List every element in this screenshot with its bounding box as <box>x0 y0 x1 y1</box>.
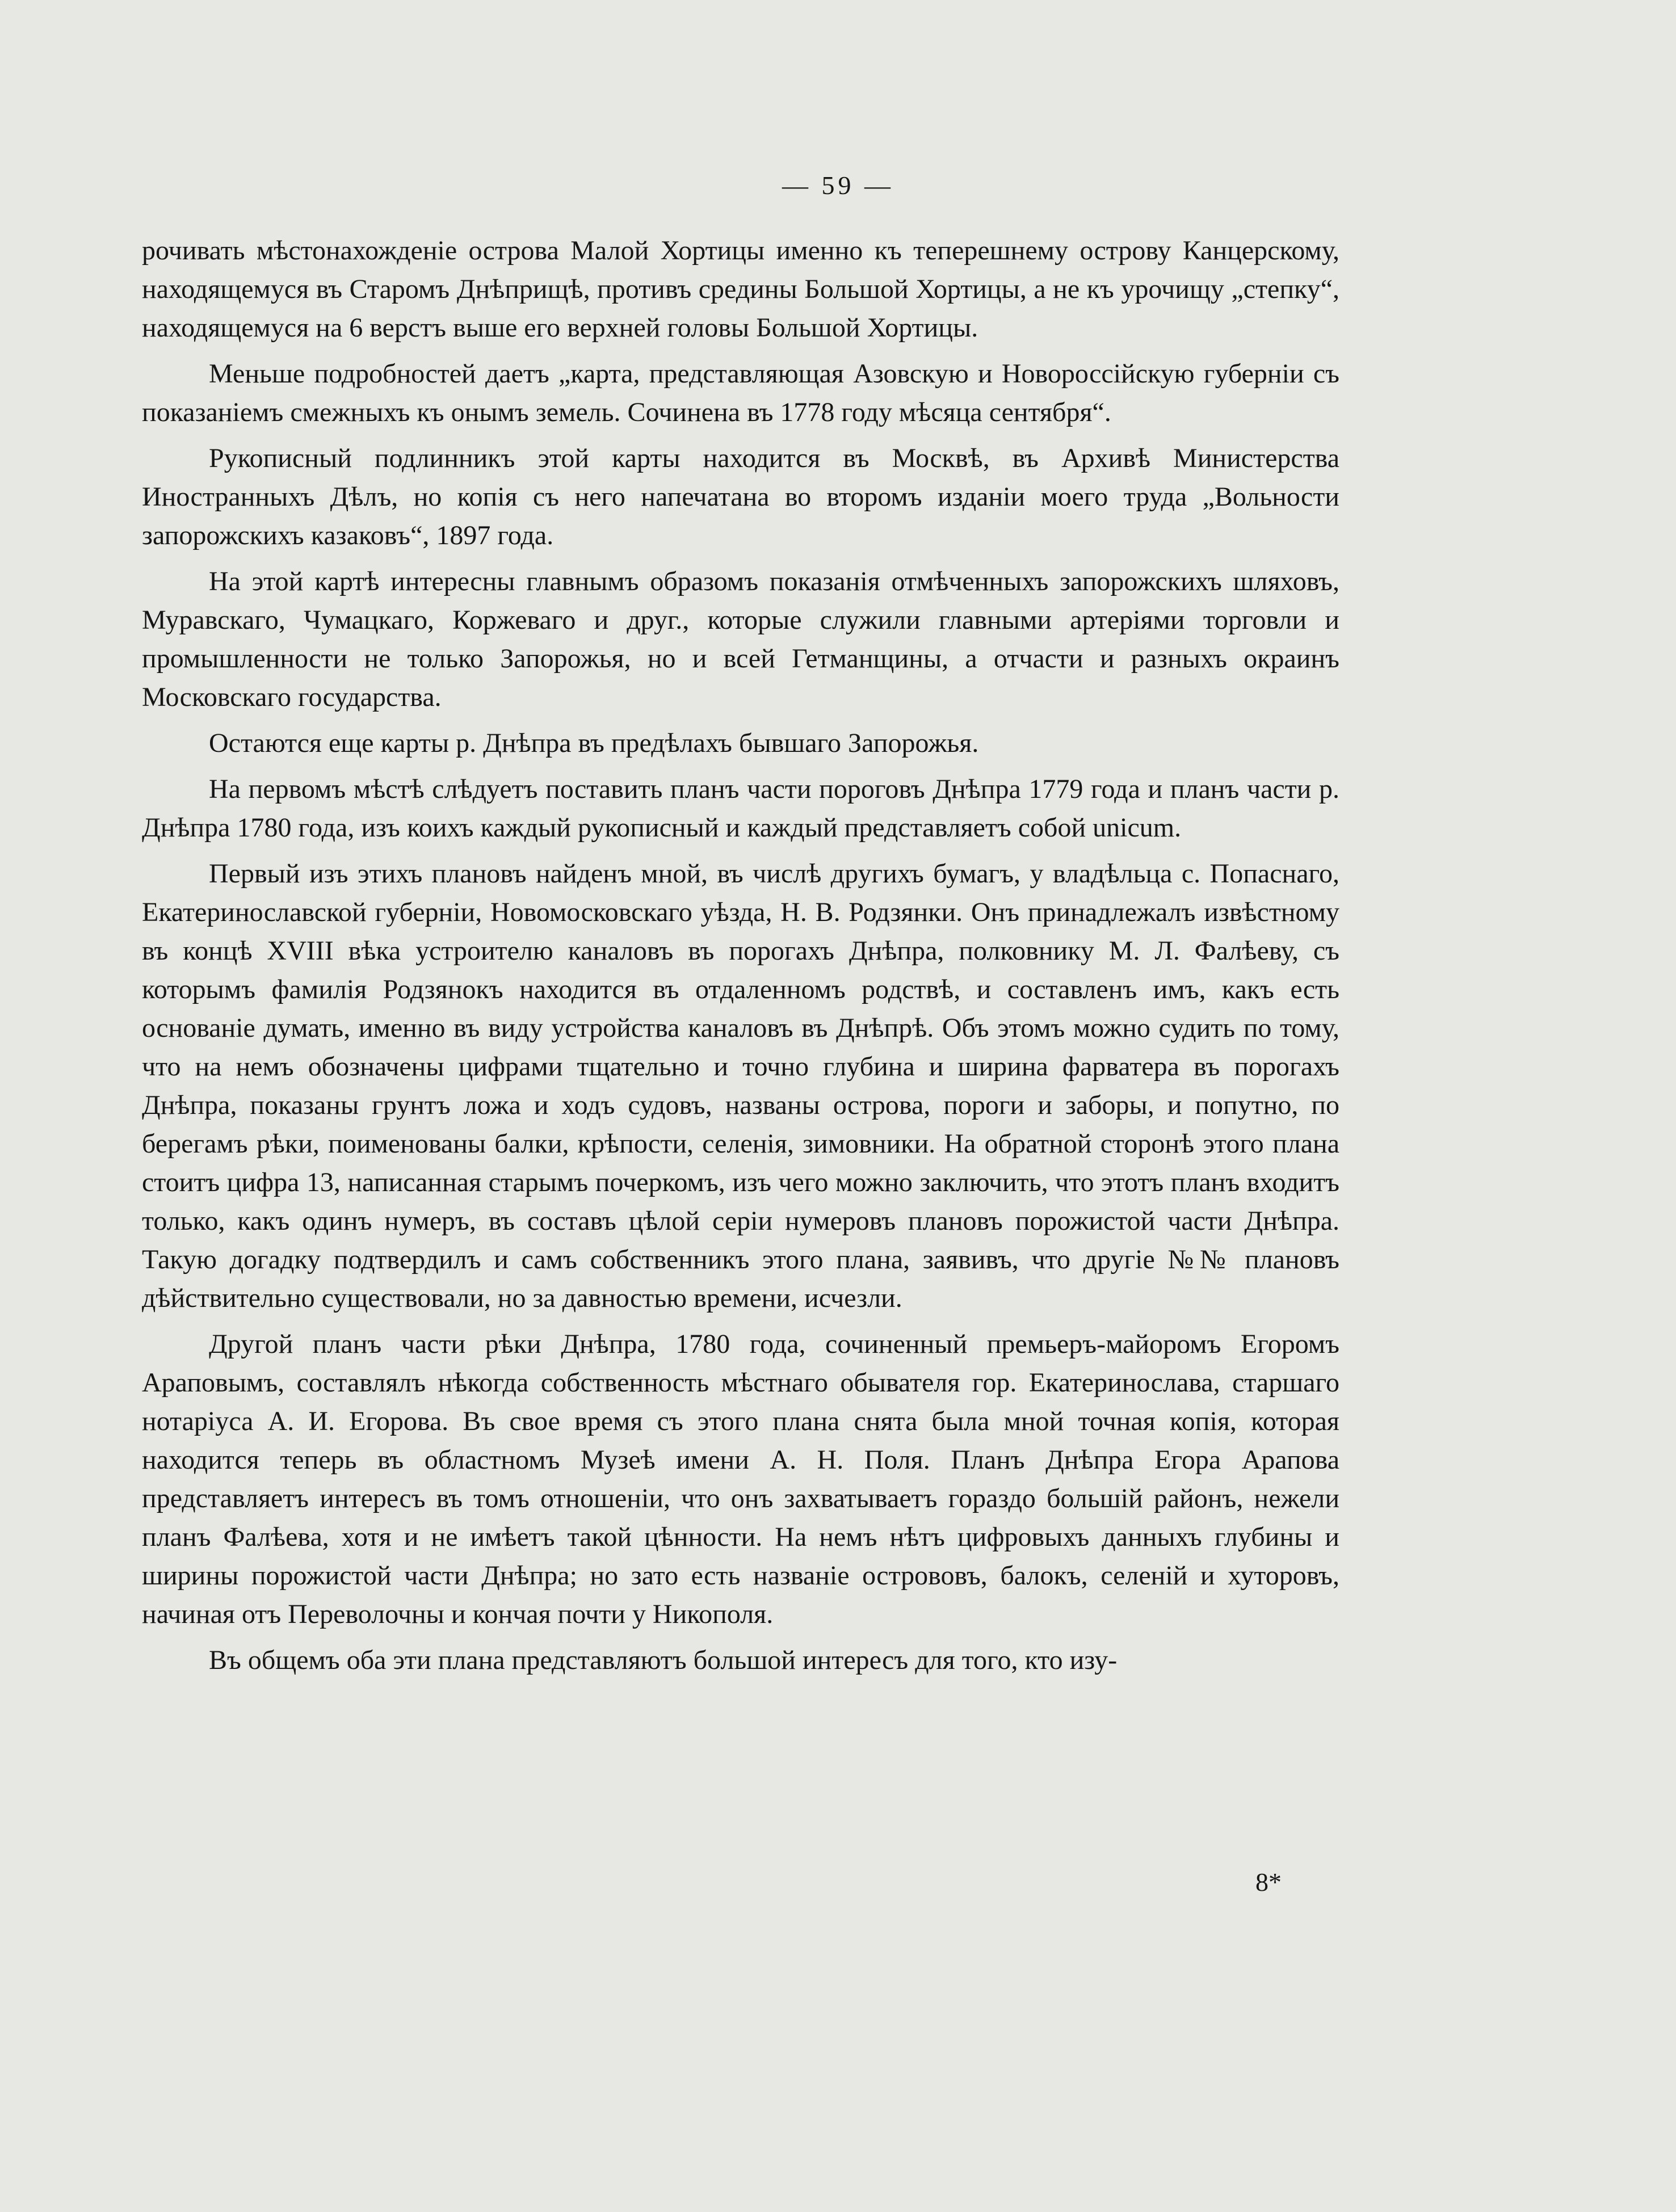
page-number: — 59 — <box>782 171 894 200</box>
paragraph: Первый изъ этихъ плановъ найденъ мной, въ числѣ другихъ бумагъ, у владѣльца с. Попаснаго, Екатеринославской губерніи, Новомосковскаго уѣзда, Н. В. Родзянки. Онъ принадлежалъ извѣстному въ концѣ XVIII вѣка устроителю каналовъ въ порогахъ Днѣпра, полковнику М. Л. Фалѣеву, съ которымъ фамилія Родзянокъ находится въ отдаленномъ родствѣ, и составленъ имъ, какъ есть основаніе думать, именно въ виду устройства каналовъ въ Днѣпрѣ. Объ этомъ можно судить по тому, что на немъ обозначены цифрами тщательно и точно глубина и ширина фарватера въ порогахъ Днѣпра, показаны грунтъ ложа и ходъ судовъ, названы острова, пороги и заборы, и попутно, по берегамъ рѣки, поименованы балки, крѣпости, селенія, зимовники. На обратной сторонѣ этого плана стоитъ цифра 13, написанная старымъ почеркомъ, изъ чего можно заключить, что этотъ планъ входитъ только, какъ одинъ нумеръ, въ составъ цѣлой серіи нумеровъ плановъ порожистой части Днѣпра. Такую догадку подтвердилъ и самъ собственникъ этого плана, заявивъ, что другіе №№ плановъ дѣйствительно существовали, но за давностью времени, исчезли. <box>142 859 1339 1313</box>
paragraph: Рукописный подлинникъ этой карты находится въ Москвѣ, въ Архивѣ Министерства Иностранныхъ Дѣлъ, но копія съ него напечатана во второмъ изданіи моего труда „Вольности запорожскихъ казаковъ“, 1897 года. <box>142 443 1339 550</box>
paragraph: Меньше подробностей даетъ „карта, представляющая Азовскую и Новороссійскую губерніи съ показаніемъ смежныхъ къ онымъ земель. Сочинена въ 1778 году мѣсяца сентября“. <box>142 359 1339 427</box>
paragraph: Въ общемъ оба эти плана представляютъ большой интересъ для того, кто изу- <box>209 1645 1118 1675</box>
paragraph: Другой планъ части рѣки Днѣпра, 1780 года, сочиненный премьеръ-майоромъ Егоромъ Араповымъ, составлялъ нѣкогда собственность мѣстнаго обывателя гор. Екатеринослава, старшаго нотаріуса А. И. Егорова. Въ свое время съ этого плана снята была мной точная копія, которая находится теперь въ областномъ Музеѣ имени А. Н. Поля. Планъ Днѣпра Егора Арапова представляетъ интересъ въ томъ отношеніи, что онъ захватываетъ гораздо большій районъ, нежели планъ Фалѣева, хотя и не имѣетъ такой цѣнности. На немъ нѣтъ цифровыхъ данныхъ глубины и ширины порожистой части Днѣпра; но зато есть названіе острововъ, балокъ, селеній и хуторовъ, начиная отъ Переволочны и кончая почти у Никополя. <box>142 1329 1339 1629</box>
signature-mark: 8* <box>1255 1868 1282 1896</box>
body-text <box>142 232 1339 1687</box>
paragraph: На этой картѣ интересны главнымъ образомъ показанія отмѣченныхъ запорожскихъ шляховъ, Муравскаго, Чумацкаго, Коржеваго и друг., которые служили главными артеріями торговли и промышленности не только Запорожья, но и всей Гетманщины, а отчасти и разныхъ окраинъ Московскаго государства. <box>142 566 1339 712</box>
paragraph: Остаются еще карты р. Днѣпра въ предѣлахъ бывшаго Запорожья. <box>209 728 979 758</box>
paragraph: На первомъ мѣстѣ слѣдуетъ поставить планъ части пороговъ Днѣпра 1779 года и планъ части р. Днѣпра 1780 года, изъ коихъ каждый рукописный и каждый представляетъ собой unicum. <box>142 774 1339 843</box>
paragraph: рочивать мѣстонахожденіе острова Малой Хортицы именно къ теперешнему острову Канцерскому, находящемуся въ Старомъ Днѣприщѣ, противъ средины Большой Хортицы, а не къ урочищу „степку“, находящемуся на 6 верстъ выше его верхней головы Большой Хортицы. <box>142 236 1339 343</box>
